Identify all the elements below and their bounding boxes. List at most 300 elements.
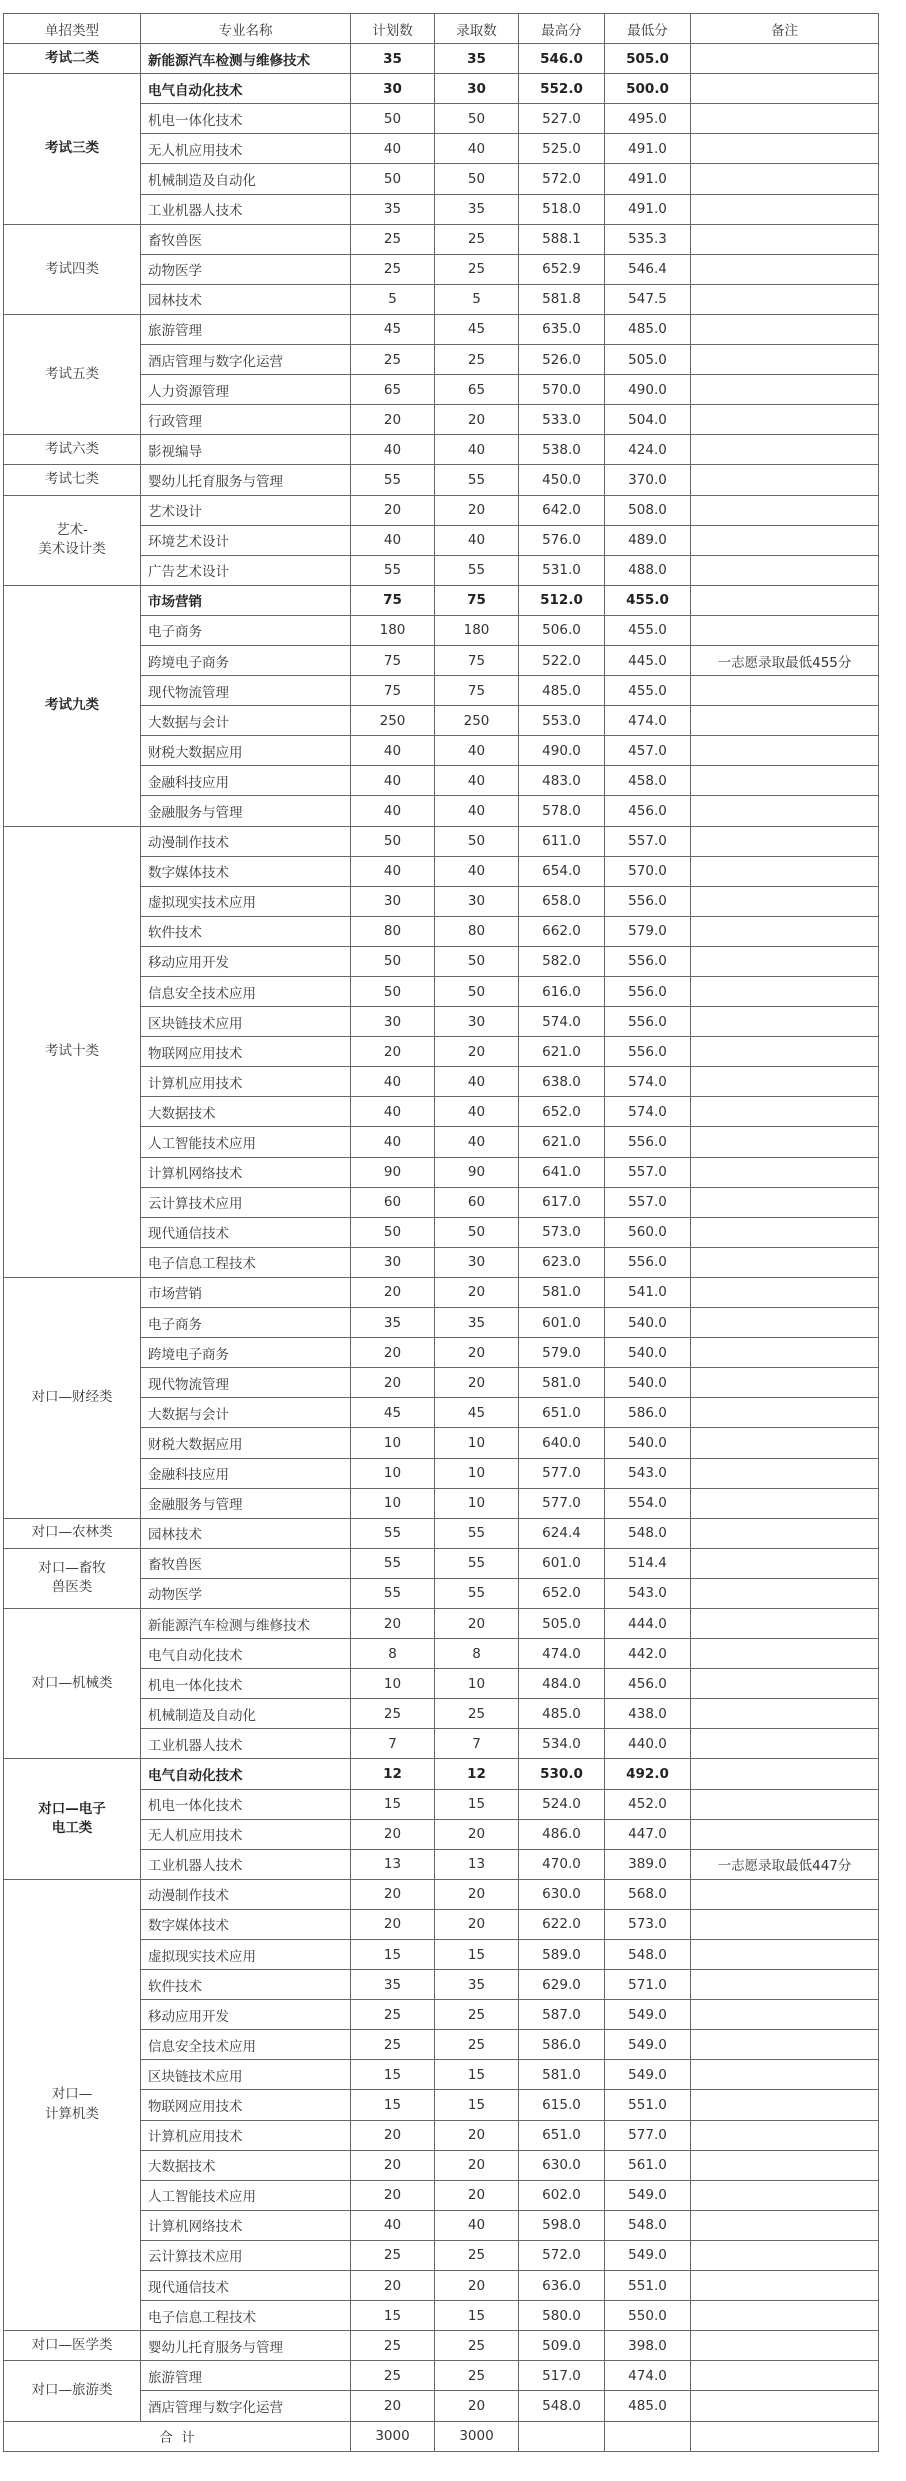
max-score-cell: 636.0 [519, 2271, 605, 2301]
plan-cell: 20 [351, 495, 435, 525]
major-cell: 市场营销 [141, 585, 351, 615]
plan-cell: 65 [351, 375, 435, 405]
header-min-score: 最低分 [605, 14, 691, 44]
min-score-cell: 540.0 [605, 1308, 691, 1338]
plan-cell: 20 [351, 1819, 435, 1849]
min-score-cell: 442.0 [605, 1639, 691, 1669]
admitted-cell: 60 [435, 1187, 519, 1217]
max-score-cell: 533.0 [519, 405, 605, 435]
major-cell: 人力资源管理 [141, 375, 351, 405]
category-label: 考试二类 [45, 49, 99, 66]
min-score-cell: 491.0 [605, 164, 691, 194]
min-score-cell: 554.0 [605, 1488, 691, 1518]
max-score-cell: 662.0 [519, 916, 605, 946]
major-cell: 计算机网络技术 [141, 1157, 351, 1187]
plan-cell: 12 [351, 1759, 435, 1789]
max-score-cell: 470.0 [519, 1849, 605, 1879]
major-cell: 电气自动化技术 [141, 74, 351, 104]
max-score-cell: 490.0 [519, 736, 605, 766]
header-plan: 计划数 [351, 14, 435, 44]
plan-cell: 50 [351, 164, 435, 194]
major-cell: 大数据技术 [141, 1097, 351, 1127]
min-score-cell: 556.0 [605, 886, 691, 916]
admitted-cell: 30 [435, 1247, 519, 1277]
admitted-cell: 20 [435, 1608, 519, 1638]
category-label: 对口—农林类 [31, 1524, 113, 1541]
admitted-cell: 20 [435, 2120, 519, 2150]
major-cell: 新能源汽车检测与维修技术 [141, 44, 351, 74]
max-score-cell: 622.0 [519, 1909, 605, 1939]
major-cell: 数字媒体技术 [141, 856, 351, 886]
major-cell: 移动应用开发 [141, 946, 351, 976]
plan-cell: 7 [351, 1729, 435, 1759]
plan-cell: 45 [351, 1398, 435, 1428]
max-score-cell: 598.0 [519, 2210, 605, 2240]
admitted-cell: 55 [435, 1578, 519, 1608]
total-note-empty [691, 2421, 879, 2451]
category-cell [4, 1879, 141, 2330]
max-score-cell: 552.0 [519, 74, 605, 104]
max-score-cell: 530.0 [519, 1759, 605, 1789]
note-cell [691, 254, 879, 284]
note-cell [691, 2210, 879, 2240]
plan-cell: 25 [351, 254, 435, 284]
admitted-cell: 45 [435, 1398, 519, 1428]
min-score-cell: 440.0 [605, 1729, 691, 1759]
table-row [4, 1518, 879, 1548]
max-score-cell: 534.0 [519, 1729, 605, 1759]
admitted-cell: 75 [435, 585, 519, 615]
min-score-cell: 485.0 [605, 2391, 691, 2421]
total-label: 合 计 [4, 2421, 351, 2451]
major-cell: 旅游管理 [141, 2361, 351, 2391]
note-cell [691, 1338, 879, 1368]
table-row [4, 1548, 879, 1578]
admitted-cell: 25 [435, 224, 519, 254]
note-cell [691, 1488, 879, 1518]
major-cell: 电子信息工程技术 [141, 2301, 351, 2331]
plan-cell: 25 [351, 2240, 435, 2270]
note-cell [691, 435, 879, 465]
max-score-cell: 629.0 [519, 1970, 605, 2000]
note-cell [691, 1879, 879, 1909]
major-cell: 电气自动化技术 [141, 1759, 351, 1789]
note-cell [691, 676, 879, 706]
plan-cell: 35 [351, 194, 435, 224]
max-score-cell: 652.0 [519, 1097, 605, 1127]
category-label: 艺术- 美术设计类 [38, 521, 106, 558]
min-score-cell: 556.0 [605, 1247, 691, 1277]
category-label: 考试五类 [45, 365, 99, 382]
note-cell [691, 856, 879, 886]
admitted-cell: 75 [435, 645, 519, 675]
admitted-cell: 20 [435, 495, 519, 525]
admitted-cell: 25 [435, 2331, 519, 2361]
min-score-cell: 570.0 [605, 856, 691, 886]
admitted-cell: 20 [435, 1338, 519, 1368]
max-score-cell: 577.0 [519, 1458, 605, 1488]
note-cell [691, 2090, 879, 2120]
admitted-cell: 50 [435, 977, 519, 1007]
note-cell [691, 555, 879, 585]
plan-cell: 30 [351, 1007, 435, 1037]
min-score-cell: 579.0 [605, 916, 691, 946]
admitted-cell: 10 [435, 1458, 519, 1488]
min-score-cell: 398.0 [605, 2331, 691, 2361]
min-score-cell: 540.0 [605, 1368, 691, 1398]
note-cell [691, 916, 879, 946]
note-cell [691, 585, 879, 615]
max-score-cell: 588.1 [519, 224, 605, 254]
plan-cell: 55 [351, 1518, 435, 1548]
max-score-cell: 485.0 [519, 1699, 605, 1729]
category-cell [4, 74, 141, 224]
category-label: 考试三类 [45, 140, 99, 157]
min-score-cell: 389.0 [605, 1849, 691, 1879]
plan-cell: 35 [351, 1308, 435, 1338]
note-cell [691, 2271, 879, 2301]
max-score-cell: 509.0 [519, 2331, 605, 2361]
admitted-cell: 10 [435, 1428, 519, 1458]
min-score-cell: 574.0 [605, 1067, 691, 1097]
admitted-cell: 25 [435, 2030, 519, 2060]
max-score-cell: 474.0 [519, 1639, 605, 1669]
note-cell [691, 44, 879, 74]
major-cell: 婴幼儿托育服务与管理 [141, 465, 351, 495]
note-cell [691, 1428, 879, 1458]
category-cell [4, 1277, 141, 1518]
admitted-cell: 30 [435, 1007, 519, 1037]
table-row [4, 1277, 879, 1307]
category-label: 对口—财经类 [31, 1389, 113, 1406]
category-cell [4, 465, 141, 495]
header-major: 专业名称 [141, 14, 351, 44]
max-score-cell: 506.0 [519, 615, 605, 645]
note-cell [691, 1699, 879, 1729]
max-score-cell: 641.0 [519, 1157, 605, 1187]
category-label: 对口—畜牧 兽医类 [38, 1559, 106, 1596]
plan-cell: 20 [351, 2120, 435, 2150]
note-cell [691, 1909, 879, 1939]
table-row [4, 1608, 879, 1638]
note-cell [691, 1097, 879, 1127]
category-cell [4, 1759, 141, 1879]
category-label: 对口—医学类 [31, 2336, 113, 2353]
admission-scores-table [3, 13, 879, 2452]
header-max-score: 最高分 [519, 14, 605, 44]
admitted-cell: 250 [435, 706, 519, 736]
max-score-cell: 483.0 [519, 766, 605, 796]
max-score-cell: 635.0 [519, 314, 605, 344]
note-cell [691, 284, 879, 314]
min-score-cell: 514.4 [605, 1548, 691, 1578]
major-cell: 旅游管理 [141, 314, 351, 344]
plan-cell: 90 [351, 1157, 435, 1187]
category-cell [4, 2361, 141, 2421]
category-label: 对口—机械类 [31, 1674, 113, 1691]
major-cell: 影视编导 [141, 435, 351, 465]
admitted-cell: 50 [435, 826, 519, 856]
min-score-cell: 500.0 [605, 74, 691, 104]
major-cell: 跨境电子商务 [141, 1338, 351, 1368]
category-cell [4, 585, 141, 826]
note-cell [691, 1368, 879, 1398]
category-cell [4, 495, 141, 585]
major-cell: 广告艺术设计 [141, 555, 351, 585]
min-score-cell: 547.5 [605, 284, 691, 314]
max-score-cell: 623.0 [519, 1247, 605, 1277]
plan-cell: 10 [351, 1428, 435, 1458]
major-cell: 物联网应用技术 [141, 2090, 351, 2120]
max-score-cell: 601.0 [519, 1548, 605, 1578]
max-score-cell: 651.0 [519, 1398, 605, 1428]
plan-cell: 25 [351, 2000, 435, 2030]
major-cell: 酒店管理与数字化运营 [141, 2391, 351, 2421]
major-cell: 软件技术 [141, 1970, 351, 2000]
min-score-cell: 540.0 [605, 1428, 691, 1458]
plan-cell: 80 [351, 916, 435, 946]
max-score-cell: 518.0 [519, 194, 605, 224]
major-cell: 机电一体化技术 [141, 104, 351, 134]
plan-cell: 30 [351, 1247, 435, 1277]
total-min-empty [605, 2421, 691, 2451]
plan-cell: 20 [351, 1608, 435, 1638]
max-score-cell: 450.0 [519, 465, 605, 495]
note-cell [691, 134, 879, 164]
plan-cell: 40 [351, 796, 435, 826]
note-cell [691, 194, 879, 224]
major-cell: 机电一体化技术 [141, 1669, 351, 1699]
category-label: 考试六类 [45, 441, 99, 458]
admitted-cell: 25 [435, 2240, 519, 2270]
max-score-cell: 589.0 [519, 1940, 605, 1970]
major-cell: 计算机网络技术 [141, 2210, 351, 2240]
min-score-cell: 548.0 [605, 2210, 691, 2240]
major-cell: 信息安全技术应用 [141, 2030, 351, 2060]
plan-cell: 55 [351, 1578, 435, 1608]
admitted-cell: 20 [435, 2150, 519, 2180]
major-cell: 电子商务 [141, 615, 351, 645]
major-cell: 机械制造及自动化 [141, 164, 351, 194]
major-cell: 软件技术 [141, 916, 351, 946]
admitted-cell: 20 [435, 1037, 519, 1067]
min-score-cell: 551.0 [605, 2271, 691, 2301]
min-score-cell: 455.0 [605, 676, 691, 706]
note-cell [691, 2120, 879, 2150]
admitted-cell: 40 [435, 856, 519, 886]
plan-cell: 20 [351, 1338, 435, 1368]
admitted-cell: 30 [435, 886, 519, 916]
plan-cell: 20 [351, 2180, 435, 2210]
admitted-cell: 50 [435, 1217, 519, 1247]
min-score-cell: 571.0 [605, 1970, 691, 2000]
note-cell [691, 2361, 879, 2391]
note-cell [691, 2331, 879, 2361]
note-cell [691, 1518, 879, 1548]
plan-cell: 20 [351, 405, 435, 435]
admitted-cell: 5 [435, 284, 519, 314]
min-score-cell: 540.0 [605, 1338, 691, 1368]
min-score-cell: 456.0 [605, 1669, 691, 1699]
note-cell [691, 1007, 879, 1037]
min-score-cell: 549.0 [605, 2030, 691, 2060]
note-cell [691, 1608, 879, 1638]
major-cell: 现代通信技术 [141, 1217, 351, 1247]
admitted-cell: 20 [435, 1277, 519, 1307]
admitted-cell: 50 [435, 164, 519, 194]
plan-cell: 25 [351, 224, 435, 254]
max-score-cell: 579.0 [519, 1338, 605, 1368]
total-admitted: 3000 [435, 2421, 519, 2451]
max-score-cell: 580.0 [519, 2301, 605, 2331]
plan-cell: 8 [351, 1639, 435, 1669]
note-cell [691, 1157, 879, 1187]
admitted-cell: 20 [435, 2391, 519, 2421]
category-label: 考试九类 [45, 696, 99, 713]
plan-cell: 13 [351, 1849, 435, 1879]
note-cell [691, 1458, 879, 1488]
max-score-cell: 654.0 [519, 856, 605, 886]
table-row [4, 465, 879, 495]
major-cell: 电气自动化技术 [141, 1639, 351, 1669]
major-cell: 云计算技术应用 [141, 1187, 351, 1217]
note-cell [691, 1639, 879, 1669]
min-score-cell: 508.0 [605, 495, 691, 525]
max-score-cell: 624.4 [519, 1518, 605, 1548]
major-cell: 新能源汽车检测与维修技术 [141, 1608, 351, 1638]
min-score-cell: 424.0 [605, 435, 691, 465]
max-score-cell: 581.8 [519, 284, 605, 314]
major-cell: 动漫制作技术 [141, 826, 351, 856]
min-score-cell: 557.0 [605, 1187, 691, 1217]
plan-cell: 40 [351, 435, 435, 465]
plan-cell: 40 [351, 1127, 435, 1157]
admitted-cell: 15 [435, 2301, 519, 2331]
max-score-cell: 512.0 [519, 585, 605, 615]
min-score-cell: 556.0 [605, 977, 691, 1007]
max-score-cell: 616.0 [519, 977, 605, 1007]
max-score-cell: 553.0 [519, 706, 605, 736]
major-cell: 动物医学 [141, 1578, 351, 1608]
min-score-cell: 549.0 [605, 2180, 691, 2210]
header-note: 备注 [691, 14, 879, 44]
max-score-cell: 638.0 [519, 1067, 605, 1097]
category-label: 考试十类 [45, 1042, 99, 1059]
min-score-cell: 455.0 [605, 615, 691, 645]
admitted-cell: 25 [435, 2000, 519, 2030]
plan-cell: 60 [351, 1187, 435, 1217]
major-cell: 跨境电子商务 [141, 645, 351, 675]
table-row [4, 224, 879, 254]
note-cell [691, 1548, 879, 1578]
min-score-cell: 491.0 [605, 194, 691, 224]
max-score-cell: 531.0 [519, 555, 605, 585]
max-score-cell: 578.0 [519, 796, 605, 826]
major-cell: 区块链技术应用 [141, 2060, 351, 2090]
min-score-cell: 504.0 [605, 405, 691, 435]
table-row [4, 314, 879, 344]
plan-cell: 40 [351, 736, 435, 766]
note-cell [691, 74, 879, 104]
max-score-cell: 548.0 [519, 2391, 605, 2421]
plan-cell: 20 [351, 1368, 435, 1398]
category-label: 考试四类 [45, 260, 99, 277]
min-score-cell: 444.0 [605, 1608, 691, 1638]
admitted-cell: 20 [435, 1368, 519, 1398]
category-cell [4, 2331, 141, 2361]
min-score-cell: 560.0 [605, 1217, 691, 1247]
major-cell: 现代物流管理 [141, 676, 351, 706]
admitted-cell: 65 [435, 375, 519, 405]
plan-cell: 50 [351, 104, 435, 134]
min-score-cell: 546.4 [605, 254, 691, 284]
admitted-cell: 25 [435, 254, 519, 284]
plan-cell: 250 [351, 706, 435, 736]
major-cell: 大数据与会计 [141, 1398, 351, 1428]
plan-cell: 40 [351, 525, 435, 555]
max-score-cell: 602.0 [519, 2180, 605, 2210]
max-score-cell: 658.0 [519, 886, 605, 916]
category-cell [4, 826, 141, 1277]
major-cell: 酒店管理与数字化运营 [141, 345, 351, 375]
note-cell [691, 2240, 879, 2270]
min-score-cell: 577.0 [605, 2120, 691, 2150]
plan-cell: 25 [351, 1699, 435, 1729]
table-body [4, 44, 879, 2421]
admitted-cell: 40 [435, 796, 519, 826]
plan-cell: 55 [351, 555, 435, 585]
admitted-cell: 45 [435, 314, 519, 344]
max-score-cell: 524.0 [519, 1789, 605, 1819]
major-cell: 云计算技术应用 [141, 2240, 351, 2270]
max-score-cell: 621.0 [519, 1037, 605, 1067]
plan-cell: 20 [351, 2391, 435, 2421]
min-score-cell: 455.0 [605, 585, 691, 615]
admitted-cell: 55 [435, 465, 519, 495]
admitted-cell: 40 [435, 435, 519, 465]
note-cell [691, 1669, 879, 1699]
min-score-cell: 548.0 [605, 1940, 691, 1970]
min-score-cell: 447.0 [605, 1819, 691, 1849]
max-score-cell: 574.0 [519, 1007, 605, 1037]
max-score-cell: 587.0 [519, 2000, 605, 2030]
admitted-cell: 40 [435, 1127, 519, 1157]
note-cell [691, 1247, 879, 1277]
min-score-cell: 548.0 [605, 1518, 691, 1548]
note-cell [691, 946, 879, 976]
major-cell: 人工智能技术应用 [141, 1127, 351, 1157]
plan-cell: 40 [351, 856, 435, 886]
max-score-cell: 601.0 [519, 1308, 605, 1338]
category-cell [4, 44, 141, 74]
note-cell [691, 1277, 879, 1307]
admitted-cell: 35 [435, 1308, 519, 1338]
admitted-cell: 20 [435, 2271, 519, 2301]
admitted-cell: 7 [435, 1729, 519, 1759]
max-score-cell: 611.0 [519, 826, 605, 856]
max-score-cell: 652.9 [519, 254, 605, 284]
max-score-cell: 581.0 [519, 1277, 605, 1307]
min-score-cell: 556.0 [605, 946, 691, 976]
table-row [4, 826, 879, 856]
min-score-cell: 551.0 [605, 2090, 691, 2120]
category-label: 对口—旅游类 [31, 2382, 113, 2399]
major-cell: 动漫制作技术 [141, 1879, 351, 1909]
plan-cell: 75 [351, 585, 435, 615]
note-cell [691, 1067, 879, 1097]
admitted-cell: 35 [435, 44, 519, 74]
plan-cell: 15 [351, 1789, 435, 1819]
